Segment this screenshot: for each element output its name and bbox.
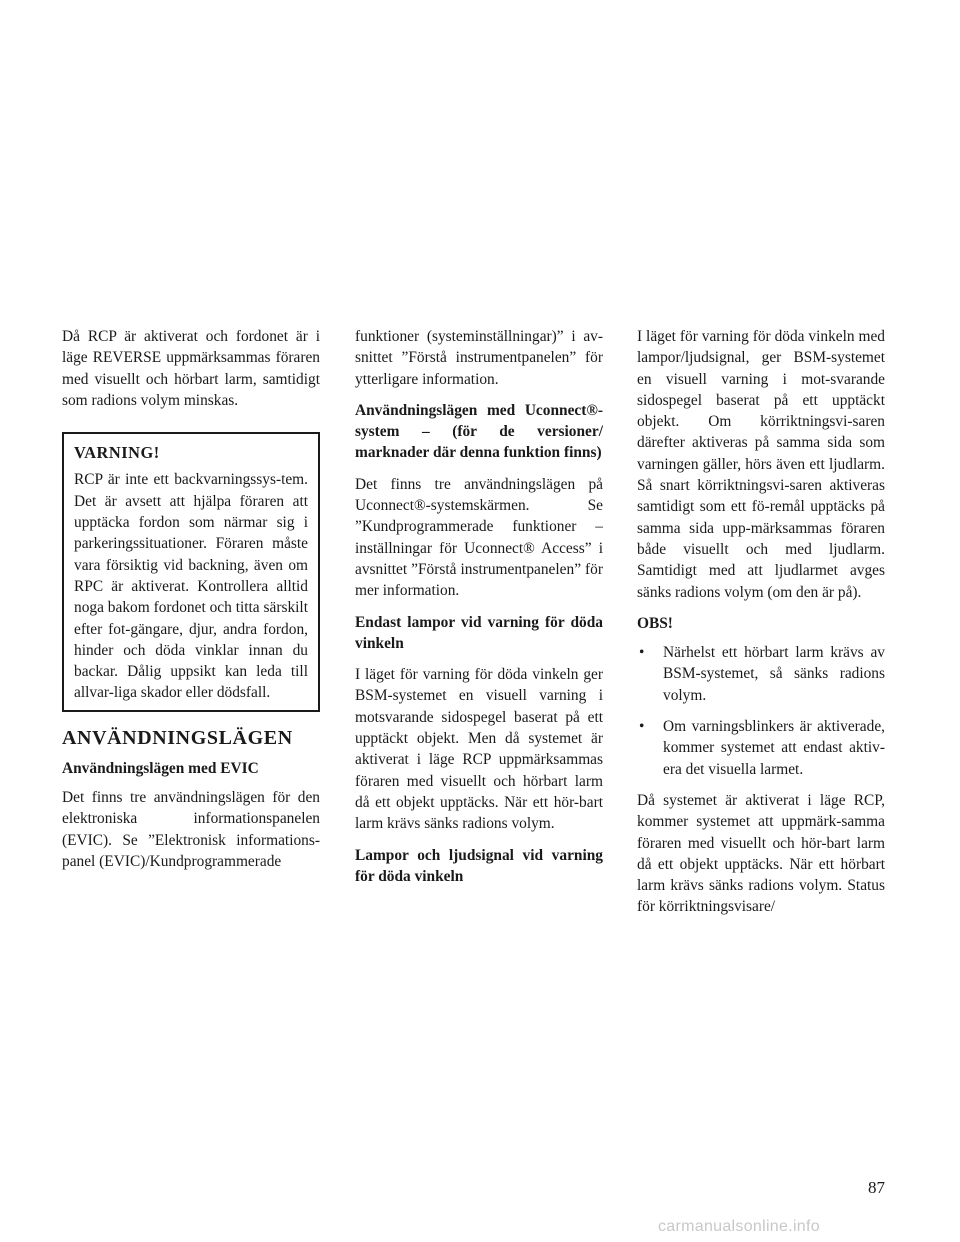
- warning-title: VARNING!: [74, 443, 160, 463]
- obs-list: [637, 642, 885, 780]
- column-left: [62, 326, 320, 882]
- lamps-paragraph: I läget för varning för döda vinkeln ger BSM-systemet en visuell varning i motsvarande sidospegel baserat på ett upptäckt objekt. Men då systemet är aktiverat i läge RCP uppmärksammas föraren med visuellt och hörbart larm då ett objekt upptäcks. När ett hör-bart larm krävs sänks radions volym.: [355, 666, 603, 833]
- uconnect-paragraph: Det finns tre användningslägen på Uconnect®-systemskärmen. Se ”Kundprogrammerade funktioner – inställningar för Uconnect® Access” i avsnittet ”Förstå instrumentpanelen” för mer information.: [355, 475, 603, 600]
- lamps-heading: Endast lampor vid varning för döda vinkeln: [355, 613, 603, 652]
- bullet-icon: •: [639, 644, 645, 662]
- evic-paragraph: Det finns tre användningslägen för den elektroniska informationspanelen (EVIC). Se ”Elektronisk informations-panel (EVIC)/Kundprogrammerade: [62, 789, 320, 870]
- watermark: carmanualsonline.info: [658, 1218, 820, 1235]
- rcp-paragraph: Då systemet är aktiverat i läge RCP, kommer systemet att uppmärk-samma föraren med visuellt och hör-bart larm då ett objekt upptäcks. När ett hörbart larm krävs sänks radions volym. Status för körriktningsvisare/: [637, 791, 885, 916]
- column-right: [637, 326, 885, 928]
- obs-label: OBS!: [637, 614, 673, 632]
- lamps-sound-heading: Lampor och ljudsignal vid varning för döda vinkeln: [355, 846, 603, 885]
- warning-box: [62, 432, 320, 712]
- uconnect-heading: Användningslägen med Uconnect®-system – (för de versioner/ marknader där denna funktion finns): [355, 401, 603, 462]
- column-middle: [355, 326, 603, 897]
- section-heading: ANVÄNDNINGSLÄGEN: [62, 726, 293, 749]
- page-number: 87: [868, 1178, 885, 1197]
- warning-text: RCP är inte ett backvarningssys-tem. Det är avsett att hjälpa föraren att upptäcka fordon som närmar sig i parkeringssituationer. Föraren måste vara försiktig vid backning, även om RPC är aktiverat. Kontrollera alltid noga bakom fordonet och titta särskilt efter fot-gängare, djur, andra fordon, hinder och döda vinklar innan du backar. Dålig uppsikt kan leda till allvar-liga skador eller dödsfall.: [74, 471, 308, 702]
- evic-heading: Användningslägen med EVIC: [62, 759, 259, 777]
- list-item: • Närhelst ett hörbart larm krävs av BSM-systemet, så sänks radions volym.: [639, 644, 885, 704]
- bullet-icon: •: [639, 718, 645, 736]
- intro-paragraph: Då RCP är aktiverat och fordonet är i läge REVERSE uppmärksammas föraren med visuellt och hörbart larm, samtidigt som radions volym minskas.: [62, 328, 320, 409]
- continued-paragraph: funktioner (systeminställningar)” i av-snittet ”Förstå instrumentpanelen” för ytterligare information.: [355, 328, 603, 388]
- list-item: • Om varningsblinkers är aktiverade, kommer systemet att endast aktiv-era det visuella larmet.: [639, 718, 885, 778]
- lamps-sound-paragraph: I läget för varning för döda vinkeln med lampor/ljudsignal, ger BSM-systemet en visuell varning i mot-svarande sidospegel baserat på ett upptäckt objekt. Om körriktningsvi-saren därefter aktiveras på samma sida som varningen gäller, hörs även ett ljudlarm. Så snart körriktningsvi-saren aktiveras samtidigt som ett fö-remål upptäcks på samma sida upp-märksammas föraren både visuellt och med ljudlarm. Samtidigt med att ljudlarmet avges sänks radions volym (om den är på).: [637, 328, 885, 601]
